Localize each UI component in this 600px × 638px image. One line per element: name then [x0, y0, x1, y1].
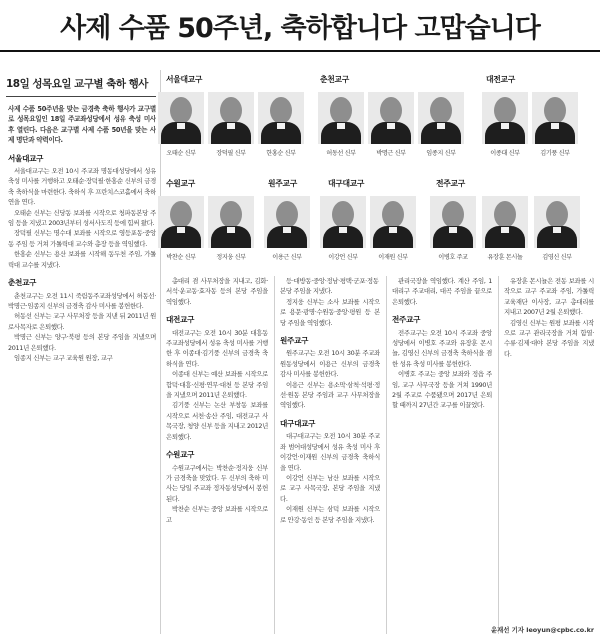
article-paragraph: 이재원 신부는 삼덕 보좌를 시작으로 안강·동인 등 본당 주임을 지냈다. [280, 505, 380, 524]
priest-name: 김기풍 신부 [540, 150, 570, 157]
priest-photo [208, 92, 254, 144]
priest-photo [264, 196, 310, 248]
priest-name: 정지웅 신부 [216, 254, 246, 261]
priest-name: 오태순 신부 [166, 150, 196, 157]
diocese-label-daejeon: 대전교구 [486, 75, 515, 84]
article-column-5 [504, 276, 594, 616]
article-paragraph: 이종대 신부는 예산 보좌를 시작으로 합덕·대흥·신평·연무·대천 등 본당 주임을 지냈으며 2011년 은퇴했다. [166, 370, 268, 400]
article-paragraph: 서울대교구는 오전 10시 주교좌 명동대성당에서 성유 축성 미사를 거행하고 오태순·장덕필·한홍순 신부의 금경축 축하식을 마련한다. 축하식 후 프란치스코홀에서 축하연을 연다. [8, 167, 156, 207]
priest-name: 허동선 신부 [326, 150, 356, 157]
section-heading: 대구대교구 [280, 418, 316, 428]
priest-photo [482, 196, 528, 248]
column-divider [386, 276, 387, 634]
article-paragraph: 이병호 주교는 중앙 보좌와 정읍 주임, 교구 사무국장 등을 거쳐 1990년 2월 주교로 수품됐으며 2017년 은퇴할 때까지 27년간 교구를 이끌었다. [392, 370, 492, 410]
priest-name: 임종지 신부 [426, 150, 456, 157]
section-heading: 춘천교구 [8, 278, 37, 288]
article-paragraph: 김영신 신부는 원평 보좌를 시작으로 교구 관리국장을 거쳐 함열·수류·김제·대야 본당 주임을 지냈다. [504, 318, 594, 358]
diocese-label-seoul: 서울대교구 [166, 75, 203, 84]
priest-photo [482, 92, 528, 144]
article-paragraph: 등·대방동·중앙·정남·평택·군포·정동 본당 주임을 지냈다. [280, 277, 379, 296]
article-column-4 [392, 276, 492, 616]
article-paragraph: 김기풍 신부는 논산 부창동 보좌를 시작으로 서천·송산 주임, 대전교구 사목국장, 청양 신부 등을 지내고 2012년 은퇴했다. [166, 401, 268, 441]
priest-name: 이종대 신부 [490, 150, 520, 157]
article-paragraph: 대구대교구는 오전 10시 30분 주교좌 범어대성당에서 성유 축성 미사 후 이강언·이재원 신부의 금경축 축하식을 연다. [280, 432, 380, 472]
article-column-3 [280, 276, 380, 634]
article-paragraph: 이강언 신부는 남산 보좌를 시작으로 교구 사목국장, 본당 주임을 지냈다. [280, 473, 380, 503]
priest-photo [534, 196, 580, 248]
article-paragraph: 정지웅 신부는 소사 보좌를 시작으로 용문·광명·수원동·중앙·평원 등 본당 주임을 역임했다. [280, 297, 380, 327]
priest-name: 박찬순 신부 [166, 254, 196, 261]
intro-paragraph: 사제 수품 50주년을 맞는 금경축 축하 행사가 교구별로 성목요일인 18일 주교좌성당에서 성유 축성 미사 후 열린다. 다음은 교구별 사제 수품 50년을 맞는 사제 명단과 약력이다. [8, 105, 156, 145]
article-paragraph: 임종지 신부는 교구 교육원 원장, 교구 [14, 353, 113, 362]
priest-photo [418, 92, 464, 144]
article-paragraph: 춘천교구는 오전 11시 죽림동주교좌성당에서 허동선·박명근·임종지 신부의 금경축 감사 미사를 봉헌한다. [8, 291, 156, 310]
article-column-1 [8, 104, 156, 634]
article-paragraph: 대전교구는 오전 10시 30분 대흥동주교좌성당에서 성유 축성 미사를 거행한 후 이종대·김기풍 신부의 금경축 축하식을 연다. [166, 328, 268, 368]
article-paragraph: 유장훈 몬시뇰은 전동 보좌를 시작으로 교구 주교좌 주임, 가톨릭 교육재단 이사장, 교구 총대리를 지내고 2007년 2월 은퇴했다. [504, 277, 594, 317]
section-heading: 수원교구 [166, 450, 195, 460]
column-divider [498, 276, 499, 634]
article-paragraph: 원주교구는 오전 10시 30분 주교좌 원동성당에서 이용근 신부의 금경축 감사 미사를 봉헌한다. [280, 349, 380, 379]
article-column-2 [166, 276, 268, 634]
diocese-label-jeonju: 전주교구 [436, 179, 465, 188]
article-paragraph: 수원교구에서는 박찬순·정지웅 신부가 금경축을 맞았다. 두 신부의 축하 미사는 당일 주교좌 정자동성당에서 봉헌된다. [166, 463, 268, 503]
article-paragraph: 장덕필 신부는 명수대 보좌를 시작으로 영등포동·중앙동 주임 등 거쳐 가톨릭대 교수와 총장 등을 역임했다. [8, 229, 156, 248]
priest-photo [370, 196, 416, 248]
priest-name: 이재원 신부 [378, 254, 408, 261]
priest-name: 한홍순 신부 [266, 150, 296, 157]
article-paragraph: 총대리 겸 사무처장을 지내고, 김화·서석·운교동·효자동 등의 본당 주임을 역임했다. [166, 277, 268, 306]
section-heading: 전주교구 [392, 315, 421, 325]
priest-photo [320, 196, 366, 248]
section-heading: 서울대교구 [8, 153, 44, 163]
priest-photo [208, 196, 254, 248]
priest-name: 이병호 주교 [438, 254, 468, 261]
section-heading: 원주교구 [280, 336, 309, 346]
priest-photo [430, 196, 476, 248]
headline: 사제 수품 50주년, 축하합니다 고맙습니다 [0, 0, 600, 52]
article-paragraph: 이용근 신부는 용소막·삼척·석평·정선·원동 본당 주임과 교구 사무처장을 역임했다. [280, 380, 380, 410]
section-heading: 대전교구 [166, 315, 195, 325]
priest-photo [158, 196, 204, 248]
article-paragraph: 전주교구는 오전 10시 주교좌 중앙성당에서 이병호 주교와 유장훈 몬시뇰, 김영신 신부의 금경축 축하식을 겸한 성유 축성 미사를 봉헌한다. [392, 328, 492, 368]
article-paragraph: 한홍순 신부는 용산 보좌를 시작해 동두천 주임, 가톨릭대 교수를 지냈다. [8, 250, 156, 269]
priest-name: 이용근 신부 [272, 254, 302, 261]
article-paragraph: 관리국장을 역임했다. 계산 주임, 1대리구 주교대리, 대곡 주임을 끝으로 은퇴했다. [392, 277, 492, 306]
priest-photo [258, 92, 304, 144]
subhead: 18일 성목요일 교구별 축하 행사 [6, 78, 148, 90]
diocese-label-suwon: 수원교구 [166, 179, 195, 188]
priest-name: 김영신 신부 [542, 254, 572, 261]
priest-photo [368, 92, 414, 144]
article-paragraph: 오태순 신부는 신당동 보좌를 시작으로 청파동본당 주임 등을 지냈고 2003년부터 성서사도직 등에 힘써 왔다. [8, 208, 156, 228]
priest-photo [158, 92, 204, 144]
diocese-label-wonju: 원주교구 [268, 179, 297, 188]
diocese-label-chuncheon: 춘천교구 [320, 75, 349, 84]
article-paragraph: 박명근 신부는 양구·북평 등의 본당 주임을 지냈으며 2011년 은퇴했다. [8, 333, 156, 352]
priest-name: 장덕필 신부 [216, 150, 246, 157]
column-divider [274, 276, 275, 634]
article-paragraph: 허동선 신부는 교구 사무처장 등을 지낸 뒤 2011년 원로사목자로 은퇴했다. [8, 312, 156, 331]
article-paragraph: 박찬순 신부는 중앙 보좌를 시작으로 고 [166, 505, 268, 524]
diocese-label-daegu: 대구대교구 [328, 179, 365, 188]
priest-name: 이강언 신부 [328, 254, 358, 261]
priest-photo [318, 92, 364, 144]
priest-photo [532, 92, 578, 144]
divider [6, 96, 156, 97]
priest-name: 유장훈 몬시뇰 [487, 254, 523, 261]
byline: 윤재선 기자 leoyun@cpbc.co.kr [490, 626, 594, 634]
priest-name: 박명근 신부 [376, 150, 406, 157]
